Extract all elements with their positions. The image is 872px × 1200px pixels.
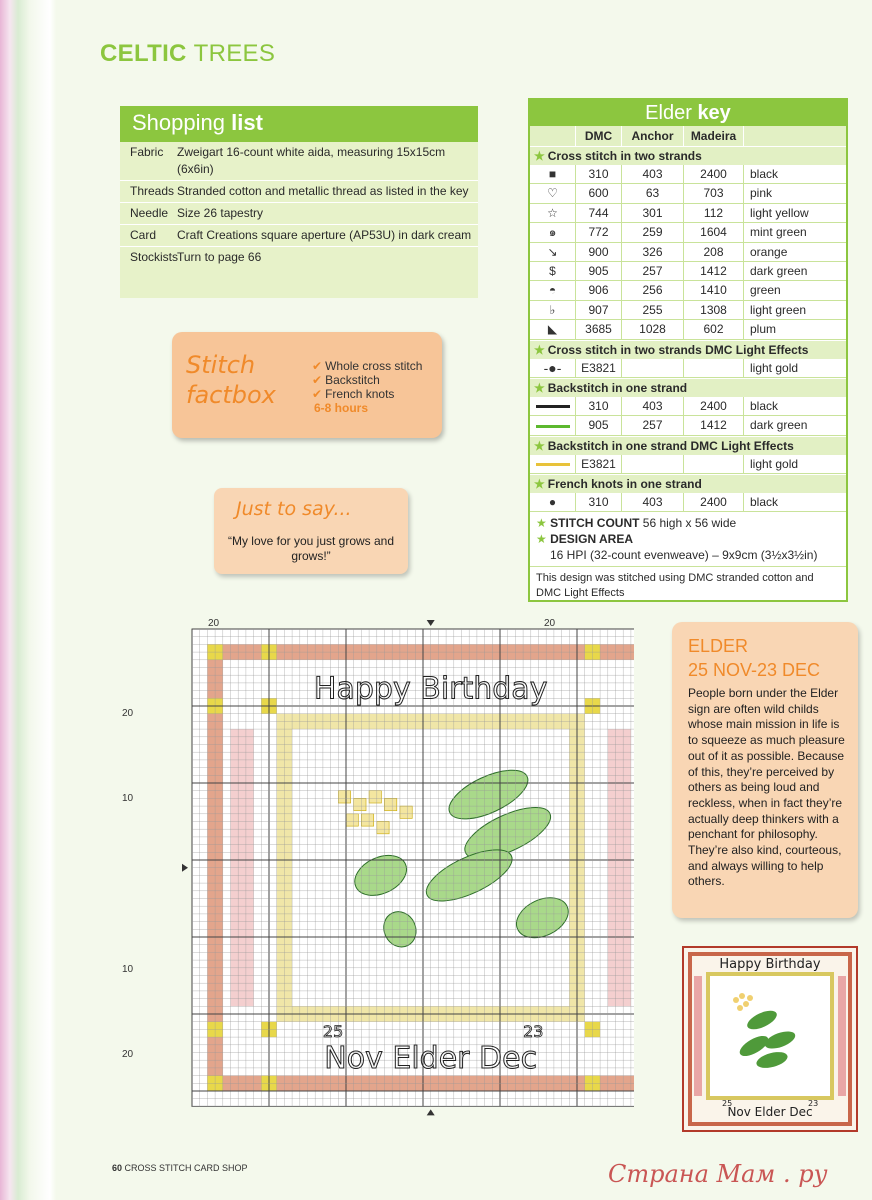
green-backstitch-line-icon [530,416,576,434]
key-cell-madeira: 1604 [684,223,744,241]
key-note: This design was stitched using DMC stranded cotton and DMC Light Effects [530,566,846,605]
chart-top-number: 20 [208,618,220,629]
factbox-item [312,359,422,373]
key-cell-madeira: 2400 [684,397,744,415]
shopping-list-panel [120,106,478,298]
elder-dates: 25 NOV-23 DEC [688,660,821,680]
key-cell-anchor [622,359,684,377]
shopping-title-a: Shopping [132,110,225,135]
magazine-name: CROSS STITCH CARD SHOP [124,1163,248,1173]
key-symbol-icon: ๑ [530,223,576,241]
star-icon: ★ [534,477,545,492]
elder-key-table [528,98,848,602]
thumb-flower [737,1005,743,1011]
key-cell-anchor: 257 [622,416,684,434]
key-symbol-icon: ◣ [530,320,576,338]
chart-left-number: 20 [122,708,134,719]
key-cell-madeira: 1412 [684,262,744,280]
key-row [530,262,846,281]
star-icon: ★ [536,532,547,547]
chart-flower [346,814,358,826]
chart-top-number: 20 [544,618,556,629]
key-row [530,320,846,339]
key-cell-dmc: 905 [576,416,622,434]
key-col-anchor: Anchor [622,126,684,146]
shopping-list-title [120,106,478,142]
thumb-flower [743,1001,749,1007]
key-cell-anchor: 326 [622,243,684,261]
chart-bottom-text: Nov Elder Dec [324,1040,538,1076]
key-cell-anchor: 255 [622,301,684,319]
shopping-row-key: Fabric [130,145,164,159]
key-cell-anchor [622,455,684,473]
chart-flower [354,798,366,810]
key-cell-anchor: 403 [622,165,684,183]
chart-grid [136,617,634,1157]
factbox-list [312,359,422,415]
key-cell-madeira: 112 [684,204,744,222]
key-cell-madeira: 1410 [684,281,744,299]
factbox-item [312,373,422,387]
chart-flower [385,798,397,810]
key-section-header [530,474,846,493]
chart-flower [338,791,350,803]
magazine-spine [0,0,56,1200]
stitch-factbox [172,332,442,438]
key-row [530,455,846,474]
key-symbol-icon: ◓ [530,281,576,299]
factbox-title-line1: Stitch [186,351,256,379]
key-cell-madeira: 2400 [684,493,744,511]
key-section-header [530,340,846,359]
factbox-title [186,350,276,410]
key-row [530,204,846,223]
key-section-title: Backstitch in one strand [547,380,688,395]
design-area-label: DESIGN AREA [550,532,634,547]
stitch-count-label: STITCH COUNT [550,516,640,531]
chart-top-text: Happy Birthday [313,671,548,707]
key-cell-dmc: 310 [576,493,622,511]
key-footer [530,512,846,566]
key-cell-name: plum [750,322,777,337]
thumb-day-left: 25 [722,1099,733,1108]
check-icon: ✔ [312,373,323,387]
thumb-top-text: Happy Birthday [719,957,821,972]
key-section-title: Cross stitch in two strands DMC Light Effects [547,342,809,357]
key-cell-anchor: 1028 [622,320,684,338]
shopping-row [120,247,478,268]
just-to-say-quote: “My love for you just grows and grows!” [227,534,395,563]
key-row [530,223,846,242]
cross-stitch-chart [122,617,634,1157]
design-area-value: 16 HPI (32-count evenweave) – 9x9cm (3½x3½in) [550,548,818,563]
key-symbol-icon: ♡ [530,184,576,202]
elder-name: ELDER [688,636,749,656]
key-cell-name: green [750,283,781,298]
page-footer [112,1163,248,1173]
key-cell-dmc: 907 [576,301,622,319]
shopping-row-key: Stockists [130,250,179,264]
key-cell-name: orange [750,244,788,259]
key-cell-name: light gold [750,360,799,375]
shopping-row-value: Turn to page 66 [177,250,262,264]
center-arrow-icon [427,1109,435,1115]
header-part1: CELTIC [100,40,187,67]
stitch-count [536,515,840,531]
key-cell-dmc: 744 [576,204,622,222]
chart-left-number: 10 [122,964,134,975]
finished-card-artwork [684,948,856,1130]
key-symbol-icon: ■ [530,165,576,183]
thumb-inner-frame [708,974,832,1098]
key-cell-anchor: 259 [622,223,684,241]
factbox-item [312,387,422,401]
key-cell-name: pink [750,186,773,201]
key-cell-name: black [750,495,779,510]
shopping-row-value: Size 26 tapestry [177,206,264,220]
factbox-hours: 6-8 hours [314,401,369,415]
key-cell-name: light yellow [750,205,809,220]
key-row [530,359,846,378]
chart-flower [369,791,381,803]
key-cell-dmc: 772 [576,223,622,241]
black-backstitch-line-icon [530,397,576,415]
check-icon: ✔ [312,387,323,401]
thumb-bottom-text: Nov Elder Dec [727,1105,813,1119]
star-icon: ★ [534,380,545,395]
key-cell-madeira: 703 [684,184,744,202]
key-title [530,100,846,126]
key-section-header [530,146,846,165]
key-symbol-icon: $ [530,262,576,280]
key-cell-madeira: 602 [684,320,744,338]
star-icon: ★ [536,516,547,531]
key-section-header [530,378,846,397]
key-symbol-icon: ☆ [530,204,576,222]
key-cell-name: black [750,398,779,413]
key-cell-madeira: 1412 [684,416,744,434]
key-symbol-icon: ↘ [530,243,576,261]
shopping-row-key: Needle [130,206,169,220]
shopping-row [120,225,478,247]
center-arrow-icon [427,620,435,626]
key-cell-dmc: 900 [576,243,622,261]
key-row [530,184,846,203]
design-area [536,531,840,547]
section-header [100,40,275,68]
key-cell-madeira [684,455,744,473]
key-cell-name: dark green [750,263,808,278]
factbox-item-label: French knots [325,387,395,401]
gold-backstitch-line-icon [530,455,576,473]
chart-left-number: 10 [122,793,134,804]
chart-day-left: 25 [322,1022,344,1042]
center-arrow-icon [182,864,188,872]
key-cell-dmc: E3821 [576,455,622,473]
shopping-row-value: Craft Creations square aperture (AP53U) in dark cream [177,228,472,242]
key-col-madeira: Madeira [684,126,744,146]
key-cell-anchor: 403 [622,493,684,511]
key-cell-name: light green [750,302,807,317]
just-to-say-title: Just to say... [236,498,352,520]
shopping-row [120,181,478,203]
key-cell-name: dark green [750,418,808,433]
thumb-flower [747,995,753,1001]
key-cell-name: black [750,167,779,181]
key-cell-dmc: 906 [576,281,622,299]
header-part2: TREES [193,40,276,67]
key-section-title: Cross stitch in two strands [547,149,702,163]
key-cell-madeira: 208 [684,243,744,261]
factbox-title-line2: factbox [186,381,276,409]
key-cell-anchor: 63 [622,184,684,202]
page-number: 60 [112,1163,123,1173]
key-cell-dmc: 600 [576,184,622,202]
key-section-title: Backstitch in one strand DMC Light Effects [547,438,794,453]
elder-info-box [672,622,858,918]
shopping-row-key: Threads [130,184,175,198]
shopping-row-value: Zweigart 16-count white aida, measuring 15x15cm (6x6in) [177,145,446,176]
stitch-count-value: 56 high x 56 wide [642,516,737,531]
key-rows-cross-stitch [530,165,846,340]
star-icon: ★ [534,438,545,453]
key-cell-anchor: 256 [622,281,684,299]
key-row [530,243,846,262]
light-gold-symbol-icon: -●- [530,359,576,377]
chart-flower [400,806,412,818]
shopping-row-key: Card [130,228,157,242]
key-row [530,397,846,416]
key-title-a: Elder [645,102,692,124]
key-cell-madeira: 2400 [684,165,744,183]
thumb-flower [739,993,745,999]
thumb-day-right: 23 [808,1099,819,1108]
chart-left-number: 20 [122,1049,134,1060]
key-cell-anchor: 301 [622,204,684,222]
key-col-dmc: DMC [576,126,622,146]
key-row [530,301,846,320]
key-cell-anchor: 403 [622,397,684,415]
finished-card-photo [682,946,858,1132]
key-cell-name: mint green [750,225,807,240]
chart-flower [361,814,373,826]
key-col-name [744,126,846,146]
key-title-b: key [697,102,731,124]
key-row [530,281,846,300]
shopping-title-b: list [231,110,263,135]
elder-description: People born under the Elder sign are often wild childs whose main mission in life is to squeeze as much pleasure out of it as possible. Because of this, they’re perceived by others as being loud and reckless, when in fact they’re actually deep thinkers with a penchant for philosophy. They’re also kind, courteous, and always willing to help others. [688,686,845,889]
thumb-side-band [838,976,846,1096]
just-to-say-box [214,488,408,574]
shopping-row [120,142,478,181]
shopping-row [120,203,478,225]
key-col-symbol [530,126,576,146]
key-row [530,165,846,184]
key-row [530,416,846,435]
key-row [530,493,846,512]
key-cell-anchor: 257 [622,262,684,280]
key-column-headers [530,126,846,146]
key-cell-name: light gold [750,456,799,471]
key-cell-dmc: 3685 [576,320,622,338]
factbox-item-label: Backstitch [325,373,380,387]
key-cell-dmc: 310 [576,397,622,415]
check-icon: ✔ [312,359,323,373]
key-section-header [530,436,846,455]
key-cell-madeira [684,359,744,377]
shopping-row-value: Stranded cotton and metallic thread as listed in the key [177,184,469,198]
chart-flower [377,822,389,834]
magazine-page [56,0,872,1200]
key-cell-madeira: 1308 [684,301,744,319]
key-symbol-icon: ♭ [530,301,576,319]
key-cell-dmc: E3821 [576,359,622,377]
star-icon: ★ [534,342,545,357]
thumb-side-band [694,976,702,1096]
key-section-title: French knots in one strand [547,477,702,492]
thumb-flower [733,997,739,1003]
star-icon: ★ [534,149,545,163]
french-knot-icon: ● [530,493,576,511]
watermark: Страна Мам . ру [608,1160,828,1188]
factbox-item-label: Whole cross stitch [325,359,423,373]
chart-day-right: 23 [523,1022,544,1042]
key-cell-dmc: 310 [576,165,622,183]
key-cell-dmc: 905 [576,262,622,280]
